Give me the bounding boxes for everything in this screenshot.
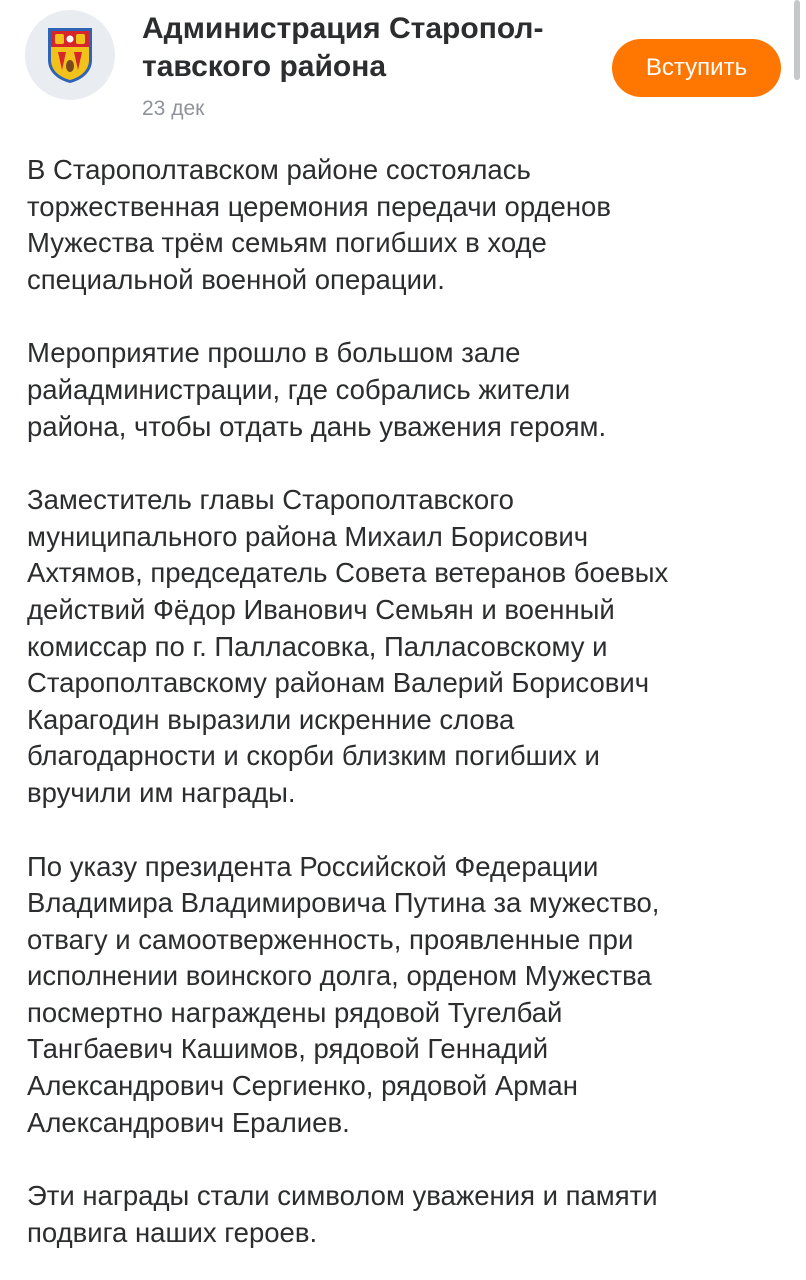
post-paragraph-3: Заместитель главы Старополтавского муниципального района Михаил Борисович Ахтямов, председатель Совета ветеранов боевых действий Фёдор Иванович Семьян и военный комиссар по г. Палласовка, Палласовскому и Старополтавскому районам Валерий Борисович Карагодин выразили искренние слова благодарности и скорби близким погибших и вручили им награды. — [27, 484, 669, 808]
post-header — [0, 0, 806, 140]
post-paragraph-4: По указу президента Российской Федерации Владимира Владимировича Путина за мужество, отвагу и самоотверженность, проявленные при исполнении воинского долга, орденом Мужества посмертно награждены рядовой Тугелбай Тангбаевич Кашимов, рядовой Геннадий Александрович Сергиенко, рядовой Арман Александрович Ералиев. — [27, 850, 660, 1138]
join-button[interactable]: Вступить — [612, 39, 781, 97]
post-paragraph-1: В Старополтавском районе состоялась торжественная церемония передачи орденов Мужества трём семьям погибших в ходе специальной военной операции. — [27, 154, 611, 295]
group-avatar[interactable] — [25, 10, 115, 100]
post-paragraph-5: Эти награды стали символом уважения и памяти подвига наших героев. — [27, 1180, 658, 1248]
post-date[interactable]: 23 дек — [142, 97, 205, 120]
scrollbar[interactable] — [794, 0, 800, 80]
post-body — [27, 152, 797, 1280]
group-name[interactable] — [142, 10, 592, 86]
coat-of-arms-icon — [46, 26, 94, 84]
post-paragraph-2: Мероприятие прошло в большом зале райадминистрации, где собрались жители района, чтобы отдать дань уважения героям. — [27, 337, 607, 442]
group-name-line-1: Администрация Старопол- — [142, 12, 544, 45]
group-name-line-2: тавского района — [142, 50, 387, 83]
